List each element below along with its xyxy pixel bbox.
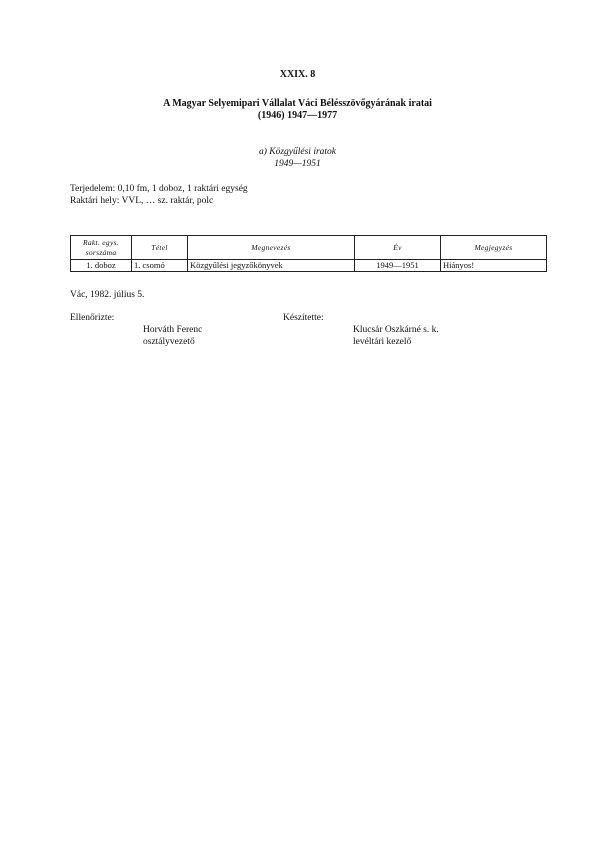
prepared-by-role: levéltári kezelő (353, 337, 412, 347)
checked-by-label: Ellenőrizte: (70, 313, 115, 323)
column-header-unit-number: Rakt. egys. sorszáma (71, 236, 132, 260)
cell-unit-number: 1. doboz (71, 260, 132, 272)
column-header-remark: Megjegyzés (441, 236, 547, 260)
location-line: Raktári hely: VVL, … sz. raktár, polc (70, 196, 214, 206)
extent-line: Terjedelem: 0,10 fm, 1 doboz, 1 raktári egység (70, 184, 248, 194)
column-header-description: Megnevezés (188, 236, 355, 260)
prepared-by-label: Készítette: (283, 313, 324, 323)
table-header-row (71, 236, 547, 260)
prepared-by-name: Klucsár Oszkárné s. k. (353, 325, 439, 335)
checked-by-name: Horváth Ferenc (143, 325, 203, 335)
cell-item: 1. csomó (132, 260, 188, 272)
checked-by-role: osztályvezető (143, 337, 195, 347)
section-title: a) Közgyűlési iratok (258, 147, 337, 157)
cell-remark: Hiányos! (441, 260, 547, 272)
inventory-table (70, 235, 547, 272)
column-header-item: Tétel (132, 236, 188, 260)
table-row (71, 260, 547, 272)
cell-year: 1949—1951 (355, 260, 441, 272)
record-group-code: XXIX. 8 (279, 69, 316, 80)
column-header-year: Év (355, 236, 441, 260)
cell-description: Közgyűlési jegyzőkönyvek (188, 260, 355, 272)
place-date: Vác, 1982. július 5. (70, 290, 145, 300)
document-years: (1946) 1947—1977 (257, 110, 338, 121)
section-years: 1949—1951 (274, 159, 321, 169)
document-title: A Magyar Selyemipari Vállalat Váci Bélésszövőgyárának iratai (163, 98, 432, 109)
